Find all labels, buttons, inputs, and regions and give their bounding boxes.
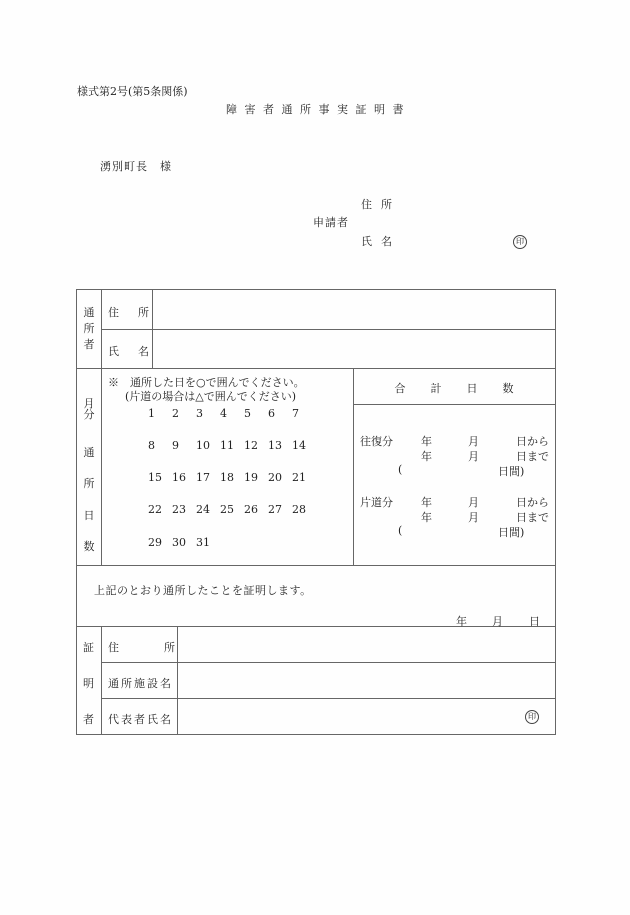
round-trip-days-count: 日間) xyxy=(498,465,525,478)
one-way-label: 片道分 xyxy=(360,496,393,509)
month-char: 月 分 xyxy=(83,397,95,421)
instruction-circle: ※ 通所した日を○で囲んでください。 xyxy=(108,376,305,389)
certification-statement: 上記のとおり通所したことを証明します。 xyxy=(94,584,312,597)
addressee: 湧別町長 様 xyxy=(100,160,172,173)
day-30[interactable]: 30 xyxy=(172,536,186,549)
day-26[interactable]: 26 xyxy=(244,503,258,516)
applicant-name-label: 氏名 xyxy=(361,235,401,248)
day-29[interactable]: 29 xyxy=(148,536,162,549)
round-trip-from-year: 年 xyxy=(421,435,432,448)
one-way-from-month: 月 xyxy=(468,496,479,509)
attendance-days-label: 通 所 日 数 xyxy=(83,446,95,554)
day-10[interactable]: 10 xyxy=(196,439,210,452)
day-19[interactable]: 19 xyxy=(244,471,258,484)
day-18[interactable]: 18 xyxy=(220,471,234,484)
round-trip-paren-open: ( xyxy=(398,463,403,476)
certifier-char-2: 明 xyxy=(83,677,94,690)
day-31[interactable]: 31 xyxy=(196,536,210,549)
day-row-2 xyxy=(148,439,316,452)
attendee-address-label: 住 所 xyxy=(108,306,153,319)
cert-date-month: 月 xyxy=(492,615,503,628)
day-14[interactable]: 14 xyxy=(292,439,306,452)
day-17[interactable]: 17 xyxy=(196,471,210,484)
attendee-name-field[interactable] xyxy=(155,334,553,364)
day-6[interactable]: 6 xyxy=(268,407,275,420)
one-way-to-day: 日まで xyxy=(516,511,549,524)
day-22[interactable]: 22 xyxy=(148,503,162,516)
day-21[interactable]: 21 xyxy=(292,471,306,484)
certifier-char-3: 者 xyxy=(83,713,94,726)
day-row-1 xyxy=(148,407,316,420)
attendee-section-label: 通所者 xyxy=(83,306,95,351)
round-trip-from-month: 月 xyxy=(468,435,479,448)
day-25[interactable]: 25 xyxy=(220,503,234,516)
day-7[interactable]: 7 xyxy=(292,407,299,420)
one-way-to-month: 月 xyxy=(468,511,479,524)
document-title: 障害者通所事実証明書 xyxy=(226,103,411,116)
one-way-days-count: 日間) xyxy=(498,526,525,539)
day-5[interactable]: 5 xyxy=(244,407,251,420)
day-8[interactable]: 8 xyxy=(148,439,155,452)
certifier-address-label: 住 所 xyxy=(108,641,178,654)
day-23[interactable]: 23 xyxy=(172,503,186,516)
certifier-char-1: 証 xyxy=(83,641,94,654)
instruction-triangle: (片道の場合は△で囲んでください) xyxy=(125,390,297,403)
applicant-label: 申請者 xyxy=(313,216,349,229)
day-15[interactable]: 15 xyxy=(148,471,162,484)
day-4[interactable]: 4 xyxy=(220,407,227,420)
day-9[interactable]: 9 xyxy=(172,439,179,452)
day-1[interactable]: 1 xyxy=(148,407,155,420)
representative-name-label: 代表者氏名 xyxy=(108,713,173,726)
seal-icon: 印 xyxy=(513,235,527,249)
day-13[interactable]: 13 xyxy=(268,439,282,452)
day-27[interactable]: 27 xyxy=(268,503,282,516)
day-24[interactable]: 24 xyxy=(196,503,210,516)
certifier-address-field[interactable] xyxy=(180,630,552,658)
round-trip-to-year: 年 xyxy=(421,450,432,463)
round-trip-label: 往復分 xyxy=(360,435,393,448)
facility-name-field[interactable] xyxy=(180,666,552,694)
attendee-address-field[interactable] xyxy=(155,296,553,326)
month-label xyxy=(83,398,95,420)
day-3[interactable]: 3 xyxy=(196,407,203,420)
total-days-header: 合 計 日 数 xyxy=(394,382,515,395)
seal-icon: 印 xyxy=(525,710,539,724)
day-row-3 xyxy=(148,471,316,484)
one-way-to-year: 年 xyxy=(421,511,432,524)
day-row-5 xyxy=(148,536,220,549)
one-way-paren-open: ( xyxy=(398,524,403,537)
attendee-name-label: 氏 名 xyxy=(108,345,153,358)
day-11[interactable]: 11 xyxy=(220,439,234,452)
day-20[interactable]: 20 xyxy=(268,471,282,484)
round-trip-from-day: 日から xyxy=(516,435,549,448)
one-way-from-day: 日から xyxy=(516,496,549,509)
day-row-4 xyxy=(148,503,316,516)
one-way-from-year: 年 xyxy=(421,496,432,509)
cert-date-day: 日 xyxy=(529,615,540,628)
day-2[interactable]: 2 xyxy=(172,407,179,420)
form-number: 様式第2号(第5条関係) xyxy=(77,85,188,98)
round-trip-to-day: 日まで xyxy=(516,450,549,463)
representative-name-field[interactable] xyxy=(180,702,510,730)
day-28[interactable]: 28 xyxy=(292,503,306,516)
day-16[interactable]: 16 xyxy=(172,471,186,484)
day-12[interactable]: 12 xyxy=(244,439,258,452)
cert-date-year: 年 xyxy=(456,615,467,628)
facility-name-label: 通所施設名 xyxy=(108,677,173,690)
applicant-address-label: 住所 xyxy=(361,198,401,211)
round-trip-to-month: 月 xyxy=(468,450,479,463)
